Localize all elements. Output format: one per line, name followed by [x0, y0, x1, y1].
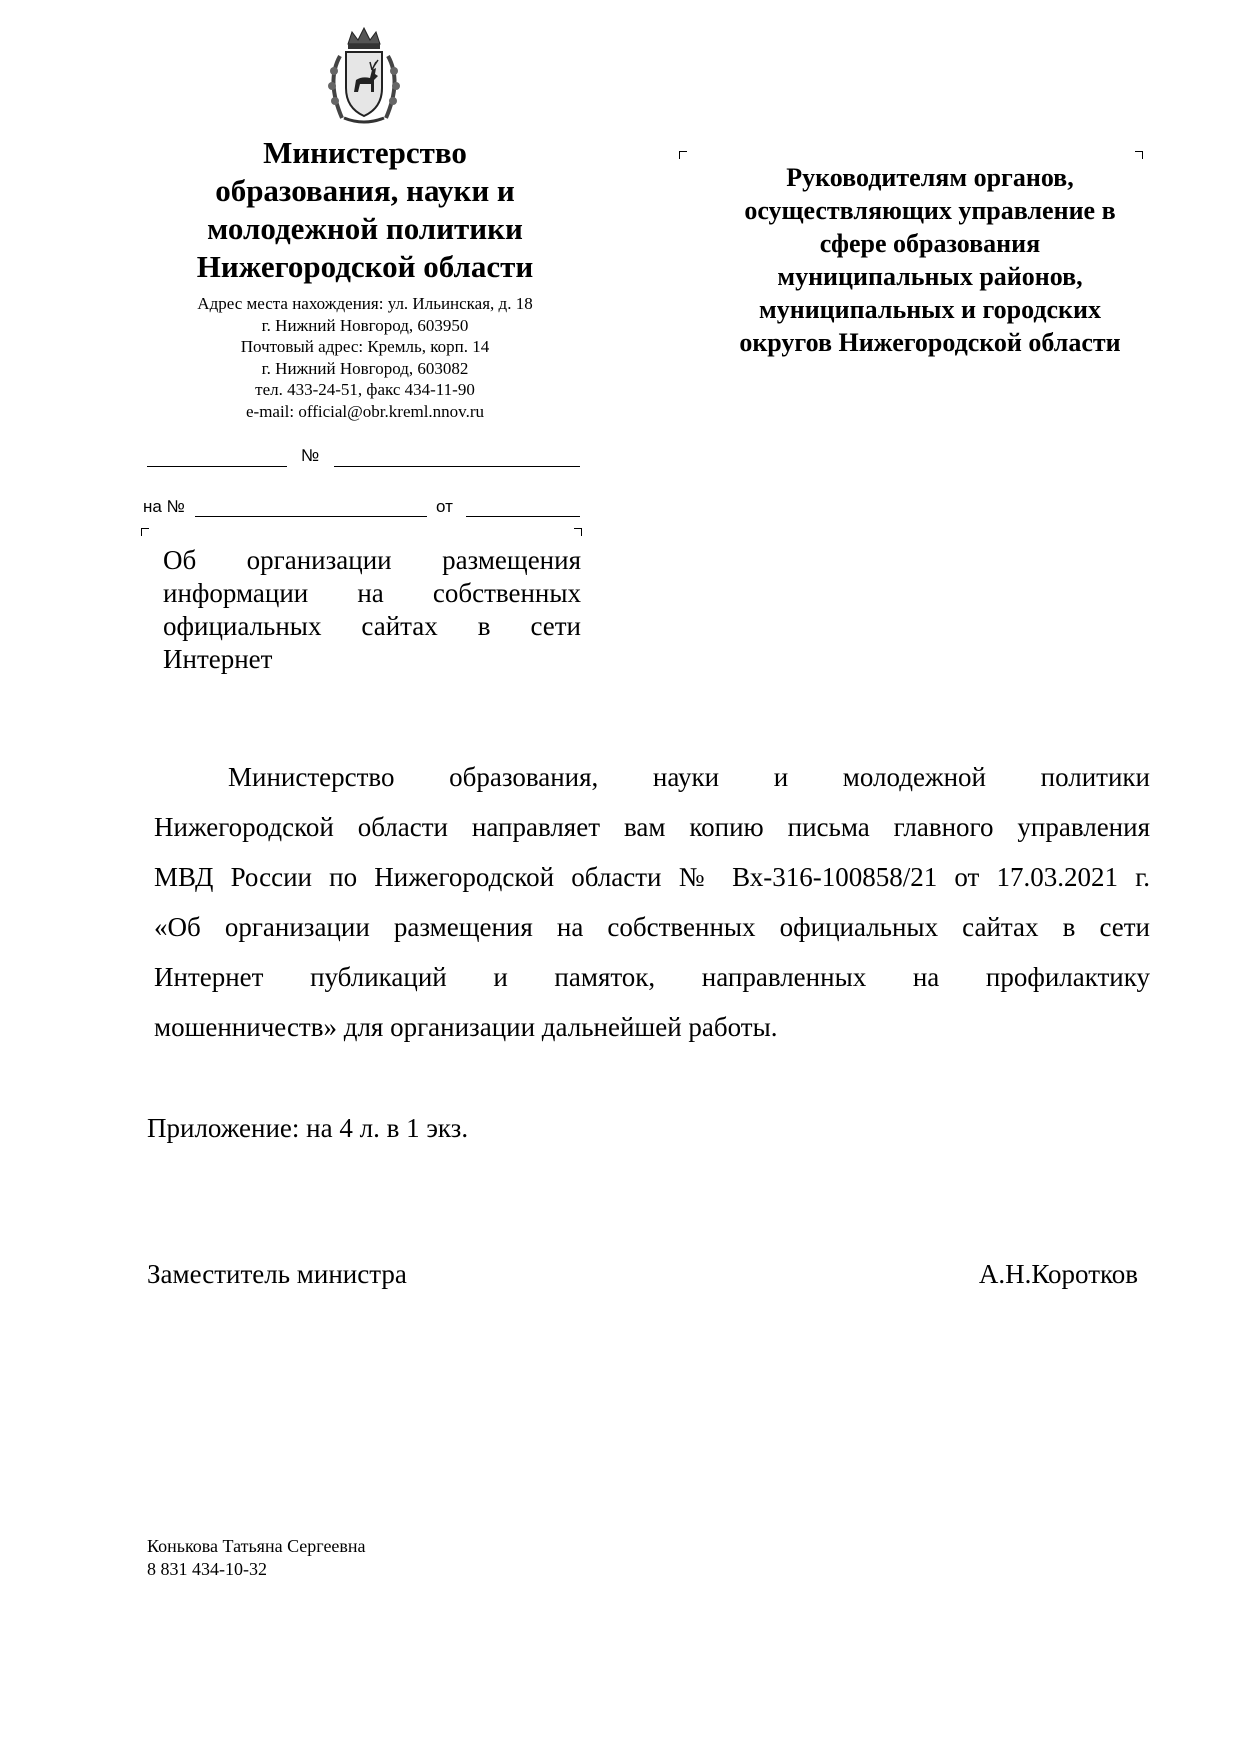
- body-line: МВД России по Нижегородской области № Вх-316-100858/21 от 17.03.2021 г.: [154, 862, 1150, 892]
- ministry-name-line: образования, науки и: [215, 173, 515, 208]
- recipient-line: муниципальных районов,: [777, 262, 1083, 291]
- signatory-title: Заместитель министра: [147, 1259, 407, 1289]
- date-blank: [147, 466, 287, 467]
- corner-mark: [574, 528, 582, 536]
- coat-of-arms-emblem: [318, 26, 410, 126]
- body-line: Министерство образования, науки и молодежной политики: [228, 762, 1150, 792]
- subject-line: официальных сайтах в сети: [163, 611, 581, 641]
- signatory-name: А.Н.Коротков: [978, 1259, 1138, 1289]
- attachment-note: Приложение: на 4 л. в 1 экз.: [147, 1113, 469, 1143]
- body-line: «Об организации размещения на собственных официальных сайтах в сети: [154, 912, 1150, 942]
- ministry-address: [140, 293, 590, 422]
- corner-mark: [1135, 151, 1143, 159]
- corner-mark: [141, 528, 149, 536]
- recipient-line: округов Нижегородской области: [739, 328, 1121, 357]
- nizhny-novgorod-coat-of-arms-icon: [318, 26, 410, 126]
- body-line: мошенничеств» для организации дальнейшей работы.: [154, 1012, 778, 1042]
- email-line: e-mail: official@obr.kreml.nnov.ru: [245, 401, 484, 421]
- recipient-line: муниципальных и городских: [759, 295, 1101, 324]
- number-blank: [334, 466, 580, 467]
- corner-mark: [679, 151, 687, 159]
- executor-info: [147, 1535, 366, 1581]
- ref-number-label: на №: [143, 497, 185, 516]
- executor-phone: 8 831 434-10-32: [147, 1559, 267, 1579]
- letter-subject: [163, 544, 581, 643]
- body-line: Интернет публикаций и памяток, направленных на профилактику: [154, 962, 1150, 992]
- number-label: №: [301, 446, 320, 465]
- recipient-line: сфере образования: [819, 229, 1041, 258]
- ministry-name: [140, 134, 590, 286]
- recipient-line: Руководителям органов,: [786, 163, 1074, 192]
- recipient-block: [700, 161, 1160, 359]
- subject-line: Об организации размещения: [163, 545, 581, 575]
- recipient-line: осуществляющих управление в: [744, 196, 1116, 225]
- ministry-name-line: Министерство: [263, 135, 467, 170]
- subject-line: Интернет: [163, 644, 273, 674]
- ministry-name-line: Нижегородской области: [196, 249, 534, 284]
- address-line: г. Нижний Новгород, 603950: [261, 315, 469, 335]
- subject-line: информации на собственных: [163, 578, 581, 608]
- ref-number-blank: [195, 516, 427, 517]
- ref-from-label: от: [436, 497, 453, 516]
- ref-date-blank: [466, 516, 580, 517]
- phone-fax-line: тел. 433-24-51, факс 434-11-90: [255, 380, 475, 399]
- address-line: г. Нижний Новгород, 603082: [261, 358, 469, 378]
- body-line: Нижегородской области направляет вам копию письма главного управления: [154, 812, 1150, 842]
- address-line: Адрес места нахождения: ул. Ильинская, д. 18: [197, 294, 533, 313]
- ministry-name-line: молодежной политики: [207, 211, 523, 246]
- executor-name: Конькова Татьяна Сергеевна: [147, 1536, 366, 1556]
- address-line: Почтовый адрес: Кремль, корп. 14: [240, 337, 490, 356]
